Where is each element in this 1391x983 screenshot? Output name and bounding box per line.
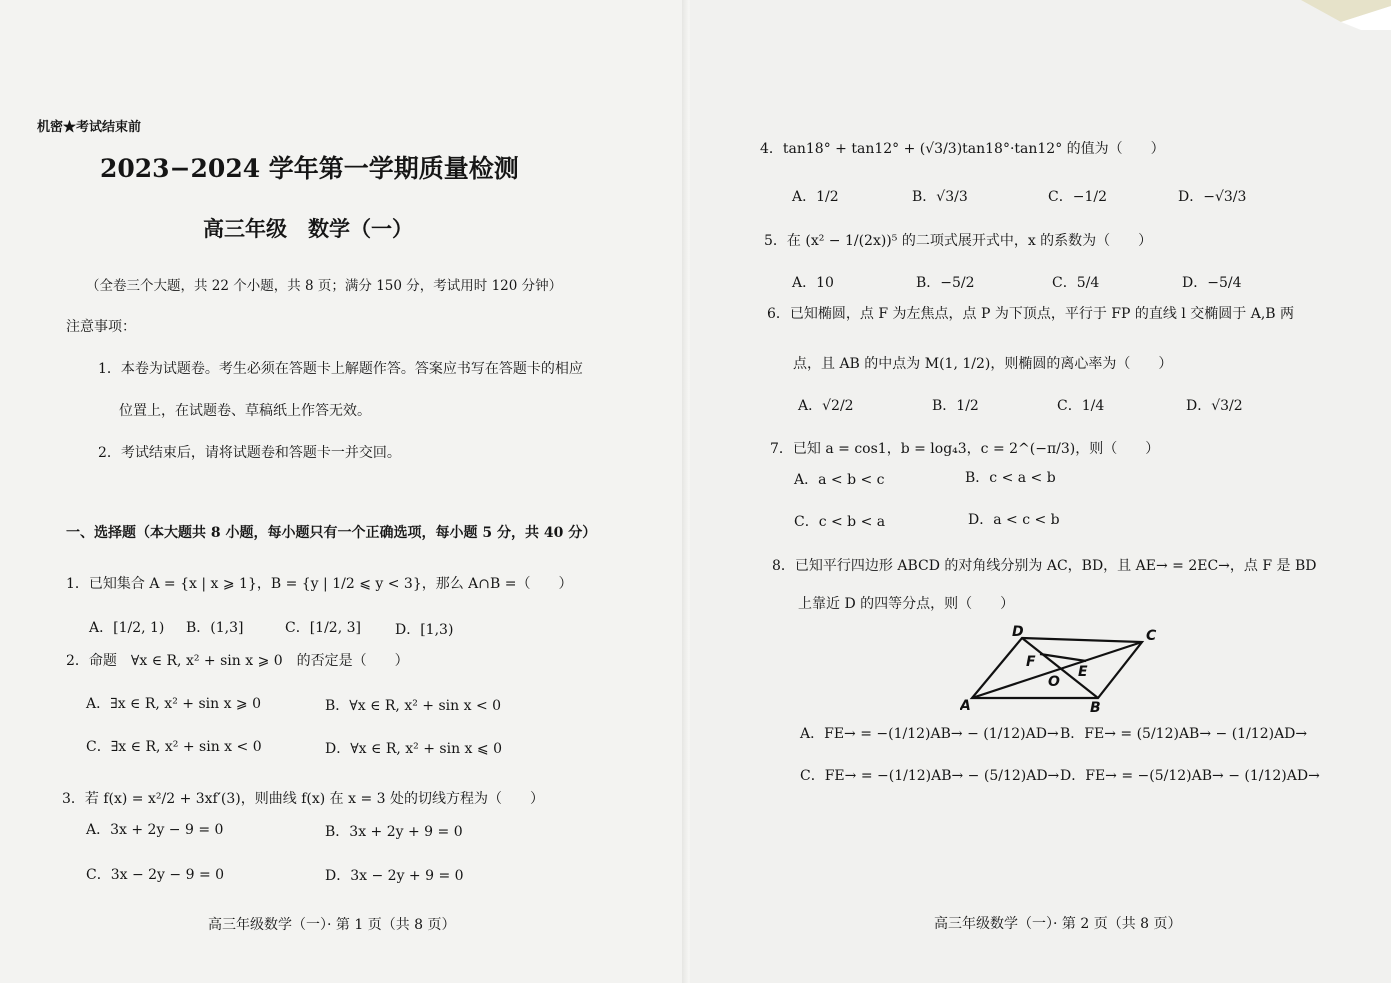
notice-2: 2．考试结束后，请将试题卷和答题卡一并交回。 (98, 445, 401, 461)
q2-option-d: D．∀x ∈ R, x² + sin x ⩽ 0 (325, 741, 502, 757)
q3-option-c: C．3x − 2y − 9 = 0 (86, 867, 225, 883)
label-f: F (1026, 654, 1036, 670)
q4-option-a: A．1/2 (792, 189, 839, 205)
q1-option-b: B．(1,3] (186, 620, 244, 636)
q8-stem-line2: 上靠近 D 的四等分点，则（ ） (798, 596, 1015, 612)
q1-option-a: A．[1/2, 1) (89, 620, 165, 636)
label-d: D (1012, 624, 1024, 640)
q6-option-a: A．√2/2 (798, 398, 854, 414)
q2-option-a: A．∃x ∈ R, x² + sin x ⩾ 0 (86, 696, 262, 712)
q4-stem: 4．tan18° + tan12° + (√3/3)tan18°·tan12° 的值为（ ） (760, 141, 1165, 157)
q8-option-d: D．FE→ = −(5/12)AB→ − (1/12)AD→ (1060, 768, 1320, 784)
q1-option-d: D．[1,3) (395, 622, 454, 638)
page-corner-curl (1241, 0, 1391, 30)
label-a: A (960, 698, 971, 714)
q1-stem: 1．已知集合 A = {x | x ⩾ 1}，B = {y | 1/2 ⩽ y < 3}，那么 A∩B =（ ） (66, 576, 573, 592)
q7-stem: 7．已知 a = cos1，b = log₄3，c = 2^(−π/3)，则（ ） (770, 441, 1160, 457)
notice-1-line2: 位置上，在试题卷、草稿纸上作答无效。 (119, 403, 371, 419)
q6-stem-line2: 点，且 AB 的中点为 M(1, 1/2)，则椭圆的离心率为（ ） (793, 356, 1173, 372)
exam-title: 2023−2024 学年第一学期质量检测 (100, 154, 519, 183)
notice-1-line1: 1．本卷为试题卷。考生必须在答题卡上解题作答。答案应书写在答题卡的相应 (98, 361, 583, 377)
label-o: O (1048, 674, 1060, 690)
q8-option-a: A．FE→ = −(1/12)AB→ − (1/12)AD→ (800, 726, 1059, 742)
exam-subtitle: 高三年级 数学（一） (203, 216, 413, 241)
q5-option-a: A．10 (792, 275, 834, 291)
notice-heading: 注意事项： (66, 319, 136, 335)
q8-option-c: C．FE→ = −(1/12)AB→ − (5/12)AD→ (800, 768, 1060, 784)
confidential-label: 机密★考试结束前 (37, 120, 142, 135)
q6-stem-line1: 6．已知椭圆，点 F 为左焦点，点 P 为下顶点，平行于 FP 的直线 l 交椭圆于 A,B 两 (767, 306, 1295, 322)
q3-option-a: A．3x + 2y − 9 = 0 (86, 822, 224, 838)
right-footer: 高三年级数学（一）· 第 2 页（共 8 页） (934, 916, 1182, 932)
label-e: E (1078, 664, 1088, 680)
q6-option-c: C．1/4 (1057, 398, 1105, 414)
q3-option-d: D．3x − 2y + 9 = 0 (325, 868, 464, 884)
q6-option-d: D．√3/2 (1186, 398, 1243, 414)
label-c: C (1146, 628, 1157, 644)
q2-option-c: C．∃x ∈ R, x² + sin x < 0 (86, 739, 262, 755)
left-page (0, 0, 690, 983)
section-heading: 一、选择题（本大题共 8 小题，每小题只有一个正确选项，每小题 5 分，共 40 分） (66, 525, 597, 541)
right-page (690, 0, 1391, 983)
q7-option-d: D．a < c < b (968, 512, 1060, 528)
q7-option-a: A．a < b < c (794, 472, 885, 488)
q4-option-b: B．√3/3 (912, 189, 968, 205)
q1-option-c: C．[1/2, 3] (285, 620, 361, 636)
q5-option-c: C．5/4 (1052, 275, 1100, 291)
q5-stem: 5．在 (x² − 1/(2x))⁵ 的二项式展开式中，x 的系数为（ ） (764, 233, 1153, 249)
q7-option-c: C．c < b < a (794, 514, 886, 530)
parallelogram-figure (960, 618, 1160, 718)
q8-stem-line1: 8．已知平行四边形 ABCD 的对角线分别为 AC，BD，且 AE→ = 2EC→，点 F 是 BD (772, 558, 1317, 574)
q4-option-d: D．−√3/3 (1178, 189, 1247, 205)
q7-option-b: B．c < a < b (965, 470, 1056, 486)
label-b: B (1090, 700, 1101, 716)
q5-option-b: B．−5/2 (916, 275, 975, 291)
q5-option-d: D．−5/4 (1182, 275, 1242, 291)
q3-option-b: B．3x + 2y + 9 = 0 (325, 824, 463, 840)
exam-info: （全卷三个大题，共 22 个小题，共 8 页；满分 150 分，考试用时 120 分钟） (86, 278, 563, 294)
q2-option-b: B．∀x ∈ R, x² + sin x < 0 (325, 698, 502, 714)
q2-stem: 2．命题 ∀x ∈ R, x² + sin x ⩾ 0 的否定是（ ） (66, 653, 409, 669)
q8-option-b: B．FE→ = (5/12)AB→ − (1/12)AD→ (1060, 726, 1308, 742)
q3-stem: 3．若 f(x) = x²/2 + 3xf′(3)，则曲线 f(x) 在 x = 3 处的切线方程为（ ） (62, 791, 544, 807)
left-footer: 高三年级数学（一）· 第 1 页（共 8 页） (208, 917, 456, 933)
q6-option-b: B．1/2 (932, 398, 979, 414)
q4-option-c: C．−1/2 (1048, 189, 1107, 205)
